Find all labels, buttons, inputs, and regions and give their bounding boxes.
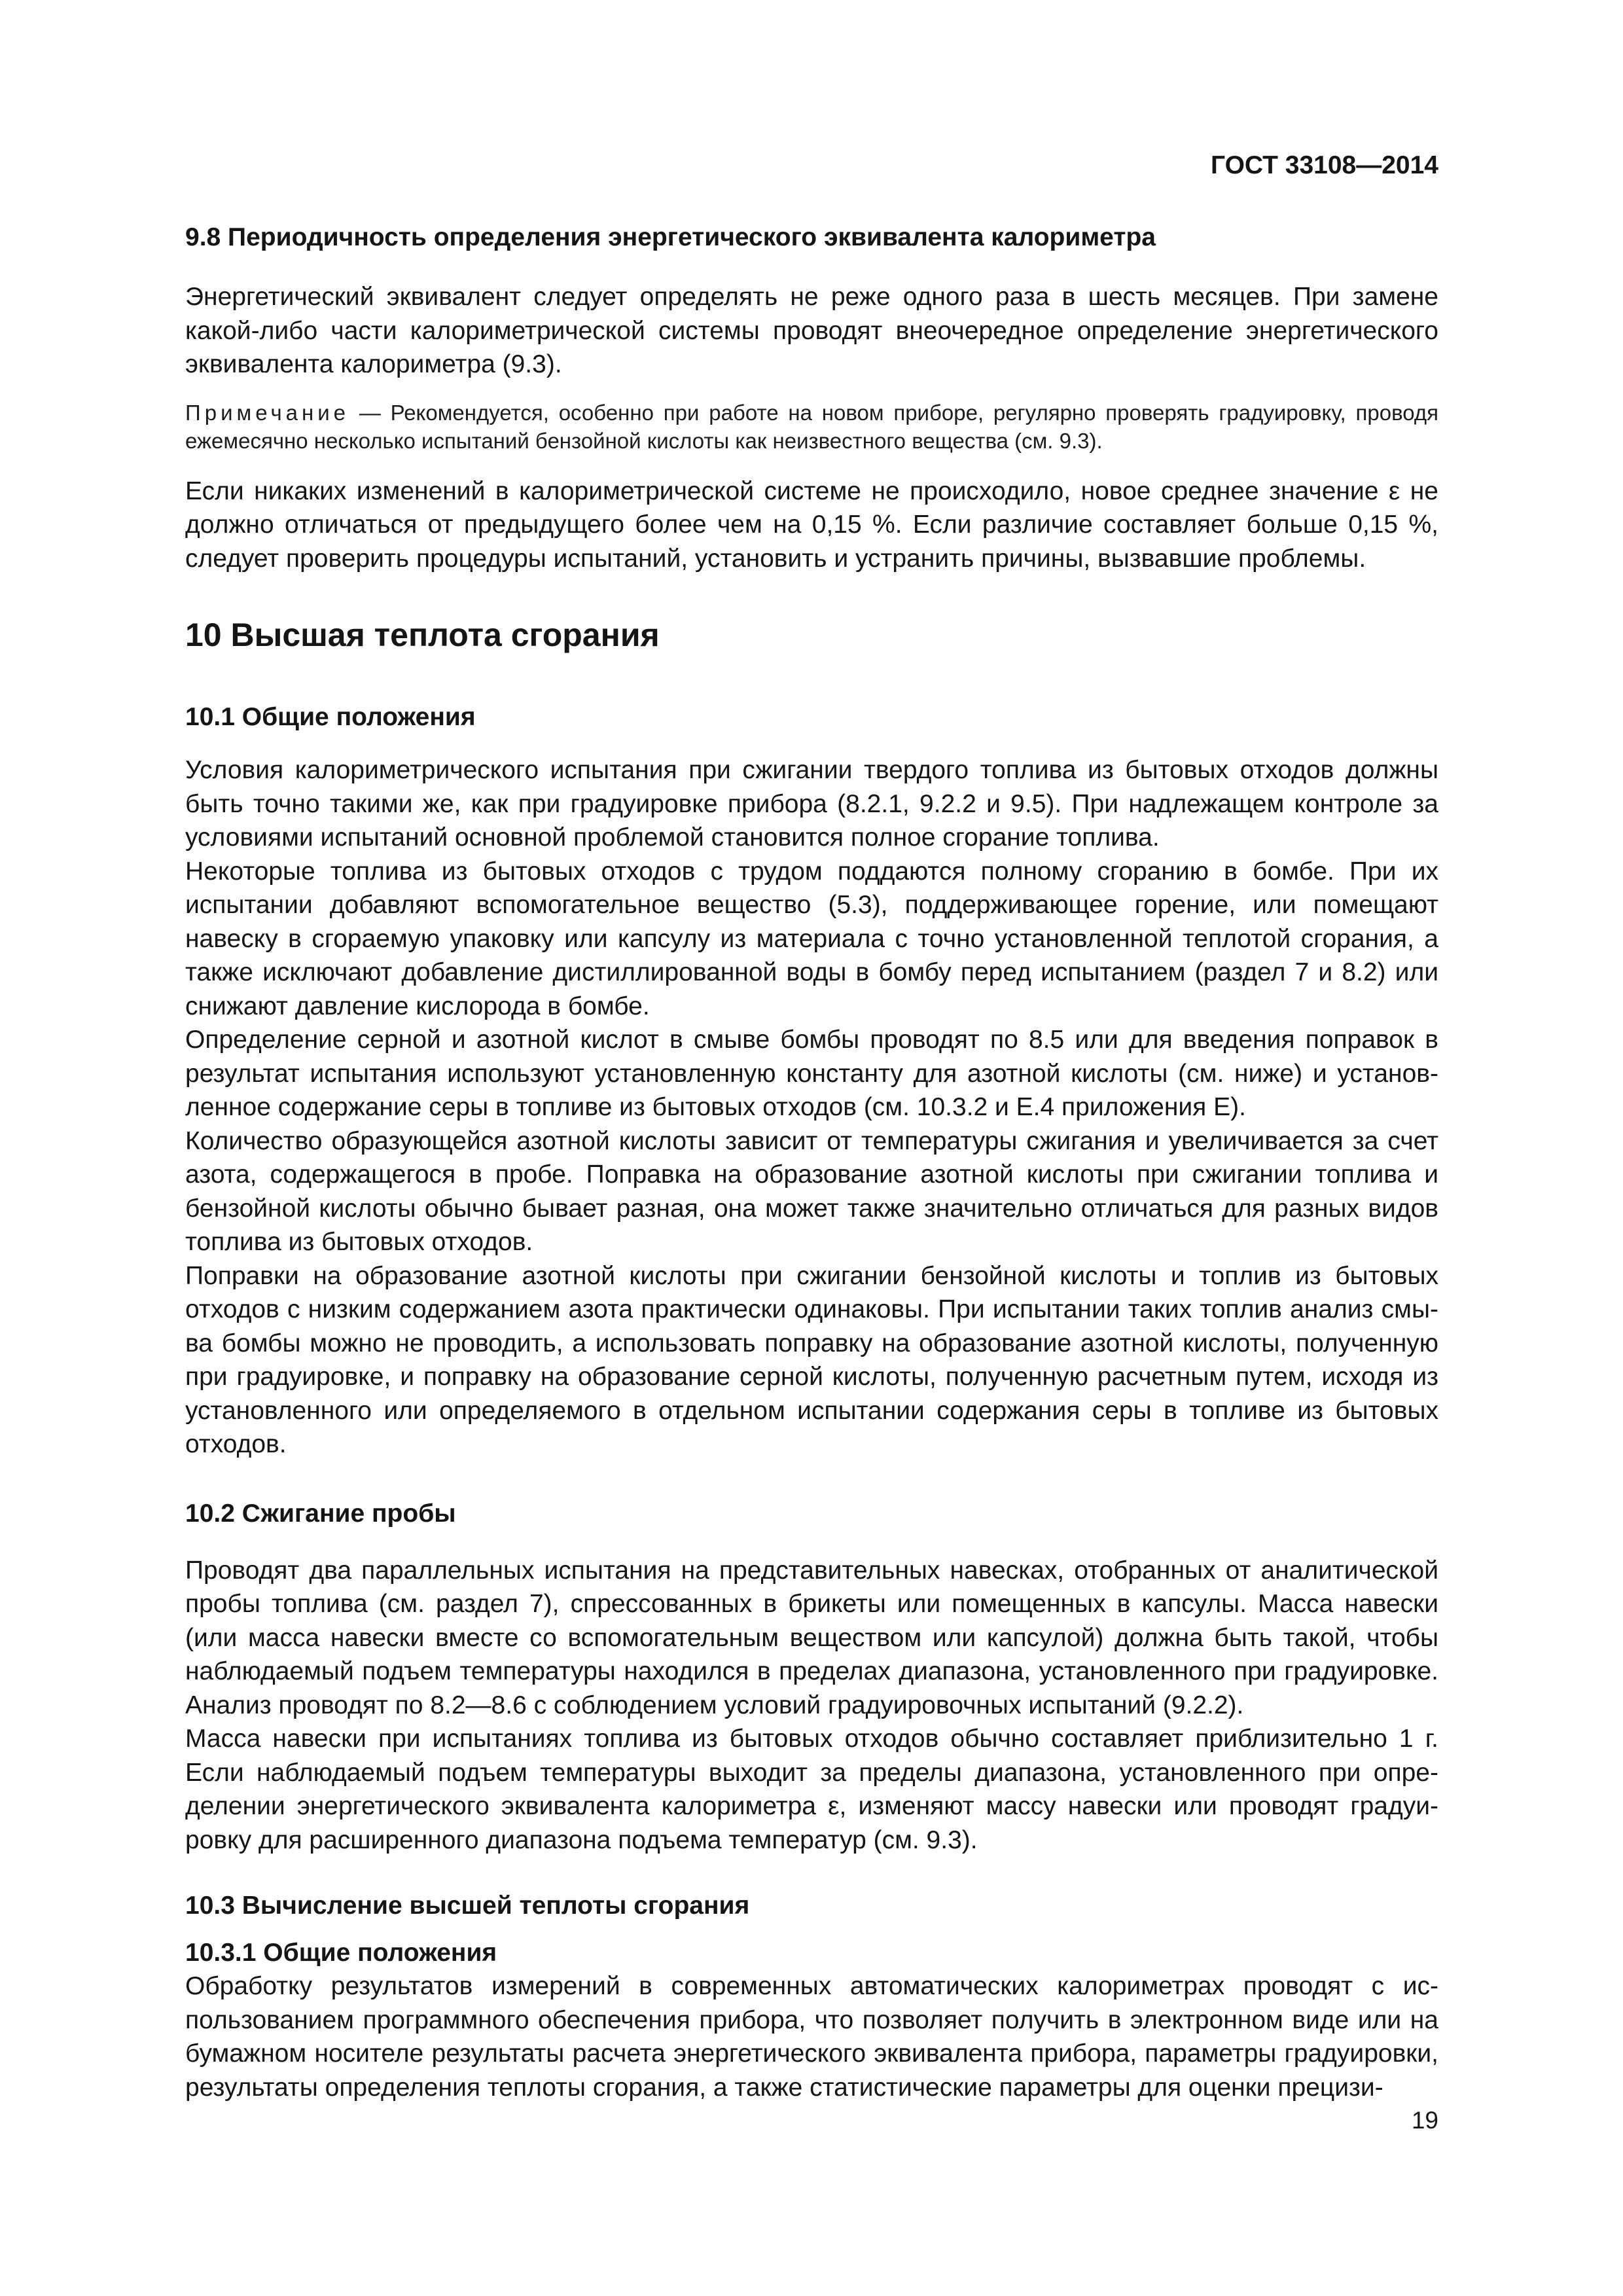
section-10-2-heading: 10.2 Сжигание пробы (185, 1499, 456, 1528)
section-10-1-paragraph: Поправки на образование азотной кислоты при сжигании бензойной кислоты и топлив из бытовых отходов с низким содержанием азота практически одинаковы. При испытании таких топлив анализ смыва бомбы можно не проводить, а использовать поправку на образование азотной кислоты, полученную при градуировке, и поправку на образование серной кислоты, полученную расчетным путем, исходя из установленного или определяемого в отдельном испытании содержания серы в топливе из бытовых отходов. (185, 1261, 1438, 1458)
section-10-2-paragraph: Масса навески при испытаниях топлива из бытовых отходов обычно составляет приблизительно 1 г. Если наблюдаемый подъем температуры выходит за пределы диапазона, установленного при определении энергетического эквивалента калориметра ε, изменяют массу навески или проводят градуировку для расширенного диапазона подъема температур (см. 9.3). (185, 1725, 1438, 1854)
section-10-1-paragraph: Количество образующейся азотной кислоты зависит от температуры сжигания и увеличивается за счет азота, содержащегося в пробе. Поправка на образование азотной кислоты при сжигании топлива и бензойной кислоты обычно бывает разная, она может также значительно отличаться для разных видов топлива из бытовых отходов. (185, 1126, 1438, 1256)
section-10-3-1-paragraph: Обработку результатов измерений в современных автоматических калориметрах проводят с использованием программного обеспечения прибора, что позволяет получить в электронном виде или на бумажном носителе результаты расчета энергетического эквивалента прибора, параметры градуировки, результаты определения теплоты сгорания, а также статистические параметры для оценки прецизи- (185, 1972, 1438, 2102)
section-10-2-paragraph: Проводят два параллельных испытания на представительных навесках, отобранных от аналитической пробы топлива (см. раздел 7), спрессованных в брикеты или помещенных в капсулы. Масса навески (или масса навески вместе со вспомогательным веществом или капсулой) должна быть такой, чтобы наблюдаемый подъем температуры находился в пределах диапазона, установленного при градуировке. Анализ проводят по 8.2—8.6 с соблюдением условий градуировочных испытаний (9.2.2). (185, 1556, 1438, 1719)
section-10-3-heading: 10.3 Вычисление высшей теплоты сгорания (185, 1892, 750, 1920)
section-9-8-heading: 9.8 Периодичность определения энергетического эквивалента калориметра (185, 223, 1156, 251)
page-number: 19 (1411, 2107, 1438, 2134)
page-content (185, 221, 1438, 2104)
note-label: Примечание (185, 400, 350, 425)
note-text: — Рекомендуется, особенно при работе на новом приборе, регулярно проверять градуировку, проводя ежемесячно несколько испытаний бензойной кислоты как неизвестного вещества (см. 9.3). (185, 400, 1438, 453)
section-9-8-paragraph-2: Если никаких изменений в калориметрической системе не происходило, новое среднее значение ε не должно отличаться от предыдущего более чем на 0,15 %. Если различие составляет больше 0,15 %, следует проверить процедуры испытаний, установить и устранить причины, вызвавшие проблемы. (185, 476, 1438, 573)
section-10-1-paragraph: Условия калориметрического испытания при сжигании твердого топлива из бытовых отходов должны быть точно такими же, как при градуировке прибора (8.2.1, 9.2.2 и 9.5). При надлежащем контроле за условиями испытаний основной проблемой становится полное сгорание топлива. (185, 756, 1438, 852)
document-header: ГОСТ 33108—2014 (1211, 151, 1438, 179)
section-10-1-paragraph: Некоторые топлива из бытовых отходов с трудом поддаются полному сгоранию в бомбе. При их испытании добавляют вспомогательное вещество (5.3), поддерживающее горение, или помещают навеску в сгораемую упаковку или капсулу из материала с точно установленной теплотой сгорания, а также исключают добавление дистиллированной воды в бомбу перед испытанием (раздел 7 и 8.2) или снижают давление кислорода в бомбе. (185, 857, 1438, 1020)
section-10-1-paragraph: Определение серной и азотной кислот в смыве бомбы проводят по 8.5 или для введения поправок в результат испытания используют установленную константу для азотной кислоты (см. ниже) и установленное содержание серы в топливе из бытовых отходов (см. 10.3.2 и Е.4 приложения Е). (185, 1026, 1438, 1121)
section-9-8-paragraph-1: Энергетический эквивалент следует определять не реже одного раза в шесть месяцев. При замене какой-либо части калориметрической системы проводят внеочередное определение энергетического эквивалента калориметра (9.3). (185, 283, 1438, 378)
note (185, 399, 1438, 455)
section-10-heading: 10 Высшая теплота сгорания (185, 617, 660, 653)
section-10-1-heading: 10.1 Общие положения (185, 703, 476, 731)
section-10-3-1-heading: 10.3.1 Общие положения (185, 1939, 497, 1967)
